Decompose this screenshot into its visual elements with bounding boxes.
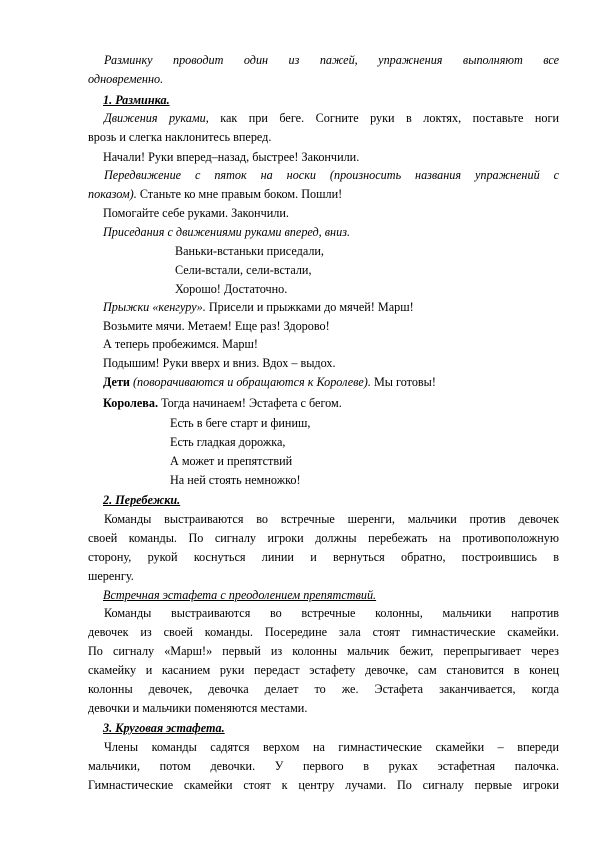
s2-p1-line-3: сторону, рукой коснуться линии и вернуться обратно, построившись в: [88, 550, 559, 564]
queen-line: [103, 396, 342, 411]
s2-p2-line-6: девочки и мальчики поменяются местами.: [88, 701, 308, 715]
kids-line: [103, 375, 436, 390]
poem2-line-4: На ней стоять немножко!: [170, 473, 301, 487]
s2-p1-line-2: своей команды. По сигналу игроки должны перебежать на противоположную: [88, 531, 559, 545]
s2-p2-line-2: девочек из своей команды. Посередине зала стоят гимнастические скамейки.: [88, 625, 559, 639]
heels-line-1: Передвижение с пяток на носки (произносить названия упражнений с: [104, 168, 559, 182]
poem1-line-3: Хорошо! Достаточно.: [175, 282, 288, 296]
relay-title: Встречная эстафета с преодолением препятствий.: [103, 588, 377, 602]
breath-line: Подышим! Руки вверх и вниз. Вдох – выдох.: [103, 356, 336, 370]
poem2-line-1: Есть в беге старт и финиш,: [170, 416, 311, 430]
heels-text: Станьте ко мне правым боком. Пошли!: [136, 187, 343, 201]
s2-p2-line-5: колонны девочек, девочка делает то же. Эстафета заканчивается, когда: [88, 682, 559, 696]
kids-note: (поворачиваются и обращаются к Королеве).: [129, 375, 371, 389]
poem2-line-2: Есть гладкая дорожка,: [170, 435, 286, 449]
start-line: Начали! Руки вперед–назад, быстрее! Закончили.: [103, 150, 360, 164]
heels-line-2: [88, 187, 342, 202]
section-3-heading: 3. Круговая эстафета.: [103, 721, 225, 735]
s2-p1-line-1: Команды выстраиваются во встречные шеренги, мальчики против девочек: [104, 512, 559, 526]
poem1-line-1: Ваньки-встаньки приседали,: [175, 244, 324, 258]
kids-text: Мы готовы!: [370, 375, 436, 389]
intro-line-2: одновременно.: [88, 72, 164, 86]
jumps-line: [103, 300, 414, 315]
s2-p2-line-3: По сигналу «Марш!» первый из колонны мальчик бежит, перепрыгивает через: [88, 644, 559, 658]
poem2-line-3: А может и препятствий: [170, 454, 293, 468]
section-1-heading: 1. Разминка.: [103, 93, 170, 107]
run-line: А теперь пробежимся. Марш!: [103, 337, 258, 351]
arms-line-2: врозь и слегка наклонитесь вперед.: [88, 130, 272, 144]
jumps-label: Прыжки «кенгуру».: [103, 300, 206, 314]
s2-p1-line-4: шеренгу.: [88, 569, 134, 583]
heels-note: показом).: [88, 187, 137, 201]
squats-line: Приседания с движениями руками вперед, вниз.: [103, 225, 351, 239]
queen-speaker: Королева.: [103, 396, 159, 410]
balls-line: Возьмите мячи. Метаем! Еще раз! Здорово!: [103, 319, 330, 333]
s3-p1-line-3: Гимнастические скамейки стоят к центру лучами. По сигналу первые игроки: [88, 778, 559, 792]
s2-p2-line-1: Команды выстраиваются во встречные колонны, мальчики напротив: [104, 606, 559, 620]
intro-line-1: Разминку проводит один из пажей, упражнения выполняют все: [104, 53, 559, 67]
s2-p2-line-4: скамейку и касанием руки передаст эстафету девочке, сам становится в конец: [88, 663, 559, 677]
arms-label: Движения руками,: [104, 111, 209, 125]
s3-p1-line-1: Члены команды садятся верхом на гимнастические скамейки – впереди: [104, 740, 559, 754]
queen-text: Тогда начинаем! Эстафета с бегом.: [158, 396, 342, 410]
kids-speaker: Дети: [103, 375, 130, 389]
help-line: Помогайте себе руками. Закончили.: [103, 206, 289, 220]
section-2-heading: 2. Перебежки.: [103, 493, 181, 507]
arms-text: как при беге. Согните руки в локтях, поставьте ноги: [208, 111, 559, 125]
jumps-text: Присели и прыжками до мячей! Марш!: [205, 300, 414, 314]
poem1-line-2: Сели-встали, сели-встали,: [175, 263, 312, 277]
s3-p1-line-2: мальчики, потом девочки. У первого в руках эстафетная палочка.: [88, 759, 559, 773]
arms-line-1: [104, 111, 559, 126]
